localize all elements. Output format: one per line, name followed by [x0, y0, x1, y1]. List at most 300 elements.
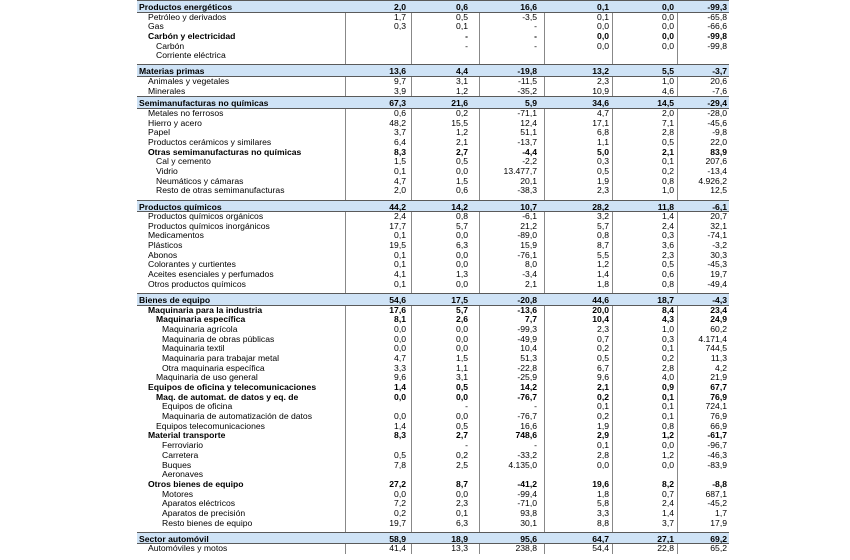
- value-cell: 17,9: [710, 517, 727, 528]
- value-cell: 0,7: [597, 333, 609, 344]
- value-cell: 2,8: [662, 127, 674, 138]
- value-cell: 44,2: [389, 201, 406, 212]
- value-cell: 44,6: [592, 295, 609, 305]
- value-cell: 238,8: [515, 543, 537, 554]
- value-cell: 3,1: [456, 372, 468, 383]
- value-cell: 1,2: [662, 449, 674, 460]
- value-cell: 12,4: [520, 117, 537, 128]
- row-label: Medicamentos: [148, 230, 204, 241]
- value-cell: 2,7: [456, 430, 468, 441]
- value-cell: 2,0: [662, 107, 674, 118]
- row-label: Productos químicos orgánicos: [148, 211, 264, 221]
- table-row: [137, 431, 729, 441]
- value-cell: 0,1: [662, 156, 674, 167]
- value-cell: 0,1: [597, 2, 609, 12]
- row-label: Productos químicos inorgánicos: [148, 220, 270, 231]
- row-label: Aparatos de precisión: [162, 507, 246, 518]
- value-cell: -: [534, 30, 537, 41]
- value-cell: 0,0: [662, 40, 674, 51]
- value-cell: 4.171,4: [698, 333, 727, 344]
- value-cell: 19,7: [710, 269, 727, 280]
- value-cell: 60,2: [710, 323, 727, 334]
- table-row: [137, 422, 729, 432]
- value-cell: 21,9: [710, 372, 727, 383]
- value-cell: -13,6: [517, 304, 537, 315]
- value-cell: 748,6: [515, 430, 537, 441]
- value-cell: -6,1: [522, 211, 537, 221]
- value-cell: 0,2: [456, 449, 468, 460]
- value-cell: 14,2: [451, 201, 468, 212]
- value-cell: 3,7: [394, 127, 406, 138]
- value-cell: 19,5: [389, 240, 406, 251]
- row-label: Cal y cemento: [156, 156, 211, 167]
- row-label: Semimanufacturas no químicas: [139, 98, 269, 109]
- value-cell: 1,8: [597, 278, 609, 289]
- value-cell: 3,6: [662, 240, 674, 251]
- value-cell: 0,1: [662, 411, 674, 422]
- value-cell: 14,2: [520, 382, 537, 392]
- value-cell: 16,6: [520, 2, 537, 12]
- row-label: Maquinaria de obras públicas: [162, 333, 275, 344]
- value-cell: 5,5: [597, 249, 609, 260]
- value-cell: 1,1: [456, 362, 468, 373]
- value-cell: 2,1: [597, 382, 609, 392]
- value-cell: 0,5: [456, 420, 468, 431]
- value-cell: -89,0: [517, 230, 537, 241]
- value-cell: 0,0: [456, 165, 468, 176]
- table-row: [137, 280, 729, 290]
- value-cell: 5,7: [456, 304, 468, 315]
- value-cell: 0,1: [394, 249, 406, 260]
- value-cell: 67,3: [389, 98, 406, 109]
- value-cell: 27,1: [657, 533, 674, 544]
- value-cell: -61,7: [707, 430, 727, 441]
- value-cell: 0,0: [662, 21, 674, 32]
- value-cell: 1,2: [456, 127, 468, 138]
- value-cell: -45,6: [707, 117, 727, 128]
- value-cell: 11,8: [657, 201, 674, 212]
- value-cell: 1,5: [394, 156, 406, 167]
- value-cell: 0,2: [597, 343, 609, 354]
- value-cell: 0,2: [662, 165, 674, 176]
- value-cell: 6,4: [394, 136, 406, 147]
- value-cell: 2,0: [394, 2, 406, 12]
- row-label: Automóviles y motos: [148, 543, 228, 554]
- value-cell: -20,8: [517, 295, 537, 305]
- value-cell: 30,3: [710, 249, 727, 260]
- value-cell: 32,1: [710, 220, 727, 231]
- value-cell: 7,1: [662, 117, 674, 128]
- value-cell: 6,3: [456, 517, 468, 528]
- row-label: Motores: [162, 488, 194, 499]
- value-cell: 2,1: [456, 136, 468, 147]
- value-cell: -83,9: [707, 459, 727, 470]
- row-label: Maquinaria para trabajar metal: [162, 352, 280, 363]
- value-cell: 2,3: [456, 498, 468, 509]
- value-cell: 0,6: [456, 2, 468, 12]
- value-cell: 4,0: [662, 372, 674, 383]
- value-cell: 0,1: [394, 165, 406, 176]
- value-cell: 0,7: [662, 488, 674, 499]
- value-cell: 0,0: [662, 30, 674, 41]
- value-cell: 1,0: [662, 185, 674, 196]
- value-cell: 41,4: [389, 543, 406, 554]
- value-cell: 1,4: [394, 382, 406, 392]
- value-cell: 24,9: [710, 314, 727, 325]
- value-cell: 0,6: [456, 185, 468, 196]
- value-cell: 0,8: [662, 175, 674, 186]
- value-cell: 0,5: [597, 165, 609, 176]
- value-cell: 4.135,0: [508, 459, 537, 470]
- table-row: [137, 119, 729, 129]
- value-cell: 13,2: [592, 66, 609, 77]
- value-cell: -9,8: [712, 127, 727, 138]
- table-row: [137, 222, 729, 232]
- value-cell: -71,1: [517, 107, 537, 118]
- value-cell: 14,5: [657, 98, 674, 109]
- value-cell: 8,7: [456, 478, 468, 489]
- row-label: Otros productos químicos: [148, 278, 246, 289]
- value-cell: 0,0: [662, 459, 674, 470]
- row-label: Bienes de equipo: [139, 295, 211, 305]
- value-cell: 2,4: [662, 220, 674, 231]
- row-label: Colorantes y curtientes: [148, 259, 236, 270]
- value-cell: 0,0: [456, 259, 468, 270]
- value-cell: 5,9: [525, 98, 537, 109]
- value-cell: 2,3: [662, 249, 674, 260]
- value-cell: 4,2: [715, 362, 727, 373]
- value-cell: 21,2: [520, 220, 537, 231]
- value-cell: 93,8: [520, 507, 537, 518]
- value-cell: 724,1: [705, 401, 727, 412]
- value-cell: 5,7: [456, 220, 468, 231]
- table-row: [137, 157, 729, 167]
- value-cell: 76,9: [710, 411, 727, 422]
- value-cell: 0,0: [456, 391, 468, 402]
- value-cell: 2,3: [597, 323, 609, 334]
- value-cell: -4,4: [522, 146, 537, 157]
- row-label: Carbón y electricidad: [148, 30, 236, 41]
- value-cell: 0,2: [394, 507, 406, 518]
- row-label: Maquinaria textil: [162, 343, 225, 354]
- value-cell: 83,9: [710, 146, 727, 157]
- value-cell: 19,6: [592, 478, 609, 489]
- value-cell: 0,2: [597, 411, 609, 422]
- row-label: Aparatos eléctricos: [162, 498, 236, 509]
- value-cell: 207,6: [705, 156, 727, 167]
- value-cell: 0,3: [394, 21, 406, 32]
- table-row: [137, 87, 729, 97]
- value-cell: 0,0: [456, 488, 468, 499]
- value-cell: -33,2: [517, 449, 537, 460]
- value-cell: 2,6: [456, 314, 468, 325]
- table-row: [137, 544, 729, 554]
- value-cell: 20,1: [520, 175, 537, 186]
- value-cell: 11,3: [710, 352, 727, 363]
- value-cell: 0,0: [394, 343, 406, 354]
- value-cell: -41,2: [517, 478, 537, 489]
- value-cell: 7,7: [525, 314, 537, 325]
- value-cell: 15,5: [451, 117, 468, 128]
- value-cell: 1,0: [662, 323, 674, 334]
- trade-data-table: [137, 0, 729, 554]
- value-cell: -: [534, 401, 537, 412]
- value-cell: 8,7: [597, 240, 609, 251]
- value-cell: 58,9: [389, 533, 406, 544]
- value-cell: 4,3: [662, 314, 674, 325]
- value-cell: 48,2: [389, 117, 406, 128]
- value-cell: 4,4: [456, 66, 468, 77]
- value-cell: -28,0: [707, 107, 727, 118]
- value-cell: -3,5: [522, 11, 537, 22]
- value-cell: -: [465, 30, 468, 41]
- value-cell: 1,4: [394, 420, 406, 431]
- value-cell: 3,3: [394, 362, 406, 373]
- value-cell: 0,1: [456, 21, 468, 32]
- value-cell: 21,6: [451, 98, 468, 109]
- value-cell: -99,8: [707, 40, 727, 51]
- value-cell: 6,7: [597, 362, 609, 373]
- row-label: Carretera: [162, 449, 199, 460]
- row-label: Animales y vegetales: [148, 75, 230, 86]
- row-label: Resto de otras semimanufacturas: [156, 185, 285, 196]
- value-cell: 13,3: [451, 543, 468, 554]
- row-label: Equipos telecomunicaciones: [156, 420, 265, 431]
- value-cell: 0,1: [394, 230, 406, 241]
- value-cell: -66,6: [707, 21, 727, 32]
- row-label: Buques: [162, 459, 192, 470]
- value-cell: -13,4: [707, 165, 727, 176]
- value-cell: 5,7: [597, 220, 609, 231]
- section-row: [137, 96, 729, 109]
- value-cell: 7,8: [394, 459, 406, 470]
- table-row: [137, 519, 729, 529]
- table-row: [137, 13, 729, 23]
- value-cell: 0,5: [456, 382, 468, 392]
- value-cell: 0,0: [662, 11, 674, 22]
- value-cell: 0,5: [456, 11, 468, 22]
- value-cell: 0,0: [456, 278, 468, 289]
- value-cell: 2,4: [394, 211, 406, 221]
- value-cell: 1,8: [597, 488, 609, 499]
- value-cell: 5,0: [597, 146, 609, 157]
- value-cell: 1,2: [662, 430, 674, 441]
- value-cell: -49,9: [517, 333, 537, 344]
- value-cell: 76,9: [710, 391, 727, 402]
- value-cell: 22,0: [710, 136, 727, 147]
- table-row: [137, 186, 729, 196]
- value-cell: -76,7: [517, 411, 537, 422]
- value-cell: 1,4: [662, 211, 674, 221]
- value-cell: -76,7: [517, 391, 537, 402]
- value-cell: 20,6: [710, 75, 727, 86]
- value-cell: -22,8: [517, 362, 537, 373]
- value-cell: 0,1: [394, 278, 406, 289]
- value-cell: 0,6: [662, 269, 674, 280]
- value-cell: 2,7: [456, 146, 468, 157]
- row-label: Maquinaria para la industria: [148, 304, 263, 315]
- value-cell: 1,2: [597, 259, 609, 270]
- value-cell: 0,1: [394, 259, 406, 270]
- row-label: Ferroviario: [162, 440, 204, 451]
- row-label: Neumáticos y cámaras: [156, 175, 244, 186]
- value-cell: 1,7: [715, 507, 727, 518]
- row-label: Otras semimanufacturas no químicas: [148, 146, 302, 157]
- value-cell: 0,3: [597, 156, 609, 167]
- value-cell: 8,0: [525, 259, 537, 270]
- value-cell: 0,1: [662, 391, 674, 402]
- value-cell: 2,1: [662, 146, 674, 157]
- value-cell: 0,0: [456, 249, 468, 260]
- value-cell: 0,0: [456, 343, 468, 354]
- value-cell: 8,3: [394, 430, 406, 441]
- value-cell: -13,7: [517, 136, 537, 147]
- value-cell: 13.477,7: [503, 165, 537, 176]
- value-cell: 54,4: [592, 543, 609, 554]
- value-cell: 0,5: [662, 136, 674, 147]
- value-cell: -76,1: [517, 249, 537, 260]
- value-cell: -4,3: [712, 295, 727, 305]
- value-cell: -29,4: [707, 98, 727, 109]
- row-label: Otros bienes de equipo: [148, 478, 244, 489]
- value-cell: 3,2: [597, 211, 609, 221]
- value-cell: 1,4: [597, 269, 609, 280]
- value-cell: -19,8: [517, 66, 537, 77]
- value-cell: 0,2: [456, 107, 468, 118]
- row-label: Equipos de oficina y telecomunicaciones: [148, 382, 317, 392]
- value-cell: 8,1: [394, 314, 406, 325]
- value-cell: 23,4: [710, 304, 727, 315]
- value-cell: 1,4: [662, 507, 674, 518]
- value-cell: 0,3: [662, 333, 674, 344]
- value-cell: 0,0: [456, 411, 468, 422]
- section-row: [137, 293, 729, 306]
- value-cell: 34,6: [592, 98, 609, 109]
- row-label: Resto bienes de equipo: [162, 517, 253, 528]
- value-cell: 10,7: [520, 201, 537, 212]
- value-cell: -: [534, 40, 537, 51]
- value-cell: -3,7: [712, 66, 727, 77]
- value-cell: 20,0: [592, 304, 609, 315]
- value-cell: 0,0: [662, 2, 674, 12]
- value-cell: 0,9: [662, 382, 674, 392]
- value-cell: 5,5: [662, 66, 674, 77]
- value-cell: 2,3: [597, 185, 609, 196]
- value-cell: 22,8: [657, 543, 674, 554]
- value-cell: -6,1: [712, 201, 727, 212]
- value-cell: 17,1: [592, 117, 609, 128]
- value-cell: 8,2: [662, 478, 674, 489]
- value-cell: 0,0: [394, 333, 406, 344]
- value-cell: 0,0: [456, 333, 468, 344]
- row-label: Carbón: [156, 40, 185, 51]
- value-cell: 0,0: [456, 230, 468, 241]
- value-cell: 1,9: [597, 175, 609, 186]
- value-cell: 7,2: [394, 498, 406, 509]
- value-cell: 3,9: [394, 85, 406, 96]
- table-row: [137, 148, 729, 158]
- row-label: Materias primas: [139, 66, 205, 77]
- value-cell: -99,8: [707, 30, 727, 41]
- row-label: Aceites esenciales y perfumados: [148, 269, 274, 280]
- value-cell: -2,2: [522, 156, 537, 167]
- value-cell: 2,8: [597, 449, 609, 460]
- value-cell: 0,5: [597, 352, 609, 363]
- row-label: Sector automóvil: [139, 533, 209, 544]
- value-cell: -: [534, 21, 537, 32]
- value-cell: 4,7: [394, 352, 406, 363]
- value-cell: -: [534, 440, 537, 451]
- value-cell: 16,6: [520, 420, 537, 431]
- row-label: Maquinaria de automatización de datos: [162, 411, 313, 422]
- value-cell: 0,6: [394, 107, 406, 118]
- value-cell: 10,9: [592, 85, 609, 96]
- table-row: [137, 461, 729, 471]
- value-cell: 0,8: [456, 211, 468, 221]
- value-cell: 1,3: [456, 269, 468, 280]
- value-cell: 0,0: [662, 440, 674, 451]
- row-label: Productos químicos: [139, 201, 222, 212]
- value-cell: 1,2: [456, 85, 468, 96]
- row-label: Corriente eléctrica: [156, 50, 226, 61]
- row-label: Maquinaria agrícola: [162, 323, 238, 334]
- table-row: [137, 231, 729, 241]
- row-label: Vidrio: [156, 165, 178, 176]
- value-cell: -45,3: [707, 259, 727, 270]
- value-cell: 6,8: [597, 127, 609, 138]
- section-row: [137, 0, 729, 13]
- value-cell: -7,6: [712, 85, 727, 96]
- value-cell: 0,8: [662, 420, 674, 431]
- value-cell: -: [465, 440, 468, 451]
- value-cell: 0,1: [662, 343, 674, 354]
- value-cell: -11,5: [518, 75, 537, 86]
- value-cell: 2,5: [456, 459, 468, 470]
- row-label: Papel: [148, 127, 170, 138]
- value-cell: 0,1: [597, 11, 609, 22]
- table-row: [137, 451, 729, 461]
- value-cell: 20,7: [710, 211, 727, 221]
- value-cell: 4.926,2: [698, 175, 727, 186]
- value-cell: 0,0: [394, 488, 406, 499]
- value-cell: -99,3: [517, 323, 537, 334]
- value-cell: 10,4: [520, 343, 537, 354]
- value-cell: 4,6: [662, 85, 674, 96]
- value-cell: 1,5: [456, 352, 468, 363]
- value-cell: 0,0: [597, 40, 609, 51]
- value-cell: 28,2: [592, 201, 609, 212]
- value-cell: 9,6: [597, 372, 609, 383]
- value-cell: 1,0: [662, 75, 674, 86]
- table-row: [137, 480, 729, 490]
- row-label: Abonos: [148, 249, 178, 260]
- row-label: Minerales: [148, 85, 186, 96]
- value-cell: 2,4: [662, 498, 674, 509]
- value-cell: 5,8: [597, 498, 609, 509]
- value-cell: 8,3: [394, 146, 406, 157]
- table-row: [137, 241, 729, 251]
- value-cell: 2,1: [525, 278, 537, 289]
- row-label: Aeronaves: [162, 469, 204, 480]
- value-cell: -96,7: [707, 440, 727, 451]
- table-row: [137, 77, 729, 87]
- value-cell: 0,0: [394, 411, 406, 422]
- row-label: Plásticos: [148, 240, 183, 251]
- table-row: [137, 51, 729, 61]
- value-cell: 0,8: [662, 278, 674, 289]
- value-cell: 18,9: [451, 533, 468, 544]
- value-cell: 95,6: [520, 533, 537, 544]
